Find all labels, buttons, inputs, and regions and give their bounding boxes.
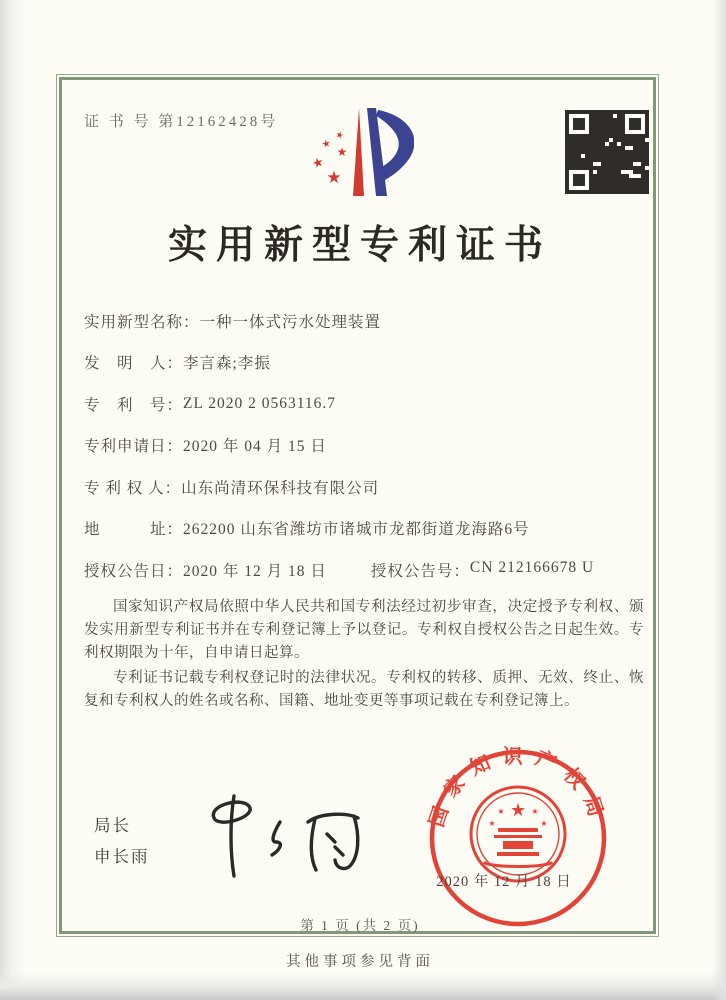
field-row-address	[84, 508, 644, 550]
field-label: 专利申请日：	[84, 438, 184, 456]
svg-text:★: ★	[309, 153, 326, 172]
grant-date-value: 2020 年 12 月 18 日	[183, 562, 327, 580]
field-value: 2020 年 04 月 15 日	[183, 438, 327, 456]
seal-ring-text: 国家知识产权局	[426, 746, 610, 830]
seal-date: 2020 年 12 月 18 日	[436, 874, 572, 890]
svg-text:★: ★	[336, 145, 348, 159]
field-value: 262200 山东省潍坊市诸城市龙都街道龙海路6号	[183, 521, 530, 539]
cnipa-logo-icon	[296, 104, 414, 202]
legal-paragraph-2: 专利证书记载专利权登记时的法律状况。专利权的转移、质押、无效、终止、恢复和专利权人的姓名或名称、国籍、地址变更等事项记载在专利登记簿上。	[84, 670, 644, 709]
svg-text:★: ★	[326, 168, 342, 187]
svg-text:★: ★	[488, 819, 496, 828]
svg-text:★: ★	[509, 800, 527, 820]
field-label: 地 址：	[84, 521, 184, 539]
certificate-number: 证 书 号 第12162428号	[84, 114, 279, 130]
field-row-grant	[84, 549, 644, 591]
legal-paragraph-1: 国家知识产权局依照中华人民共和国专利法经过初步审查，决定授予专利权、颁发实用新型专利证书并在专利登记簿上予以登记。专利权自授权公告之日起生效。专利权期限为十年，自申请日起算。	[84, 599, 644, 661]
legal-paragraphs	[84, 596, 644, 715]
field-row-inventors	[84, 342, 644, 384]
svg-text:★: ★	[540, 819, 548, 828]
svg-text:★: ★	[531, 807, 539, 816]
scan-edge-left	[0, 0, 26, 1000]
grant-date-label: 授权公告日：	[84, 562, 184, 580]
field-value: 一种一体式污水处理装置	[199, 313, 382, 331]
svg-text:★: ★	[320, 138, 332, 151]
national-emblem-icon	[471, 787, 565, 881]
director-signature-icon	[196, 790, 384, 880]
certificate-title: 实用新型专利证书	[167, 224, 552, 267]
back-side-note: 其他事项参见背面	[286, 954, 434, 970]
field-row-patent-number	[84, 383, 644, 425]
officer-name: 申长雨	[94, 847, 150, 866]
field-value: 山东尚清环保科技有限公司	[181, 479, 380, 497]
officer-title: 局长	[94, 816, 131, 835]
field-label: 专 利 号：	[84, 396, 184, 414]
cnipa-seal	[426, 746, 610, 930]
qr-code	[565, 110, 649, 194]
grant-number-value: CN 212166678 U	[469, 558, 595, 576]
field-row-filing-date	[84, 425, 644, 467]
scan-edge-bottom	[0, 972, 726, 1000]
grant-number-label: 授权公告号：	[370, 562, 470, 580]
svg-text:★: ★	[497, 807, 505, 816]
field-label: 专 利 权 人：	[84, 479, 182, 497]
officer-block	[94, 810, 150, 872]
field-value: 李言森;李振	[183, 355, 271, 373]
field-rows	[84, 300, 644, 591]
field-label: 实用新型名称：	[84, 313, 200, 331]
field-label: 发 明 人：	[84, 355, 184, 373]
field-value: ZL 2020 2 0563116.7	[183, 394, 337, 412]
scan-edge-right	[712, 0, 726, 1000]
page-number: 第 1 页 (共 2 页)	[300, 918, 420, 933]
field-row-patent-name	[84, 300, 644, 342]
svg-text:★: ★	[334, 128, 346, 141]
field-row-patentee	[84, 466, 644, 508]
